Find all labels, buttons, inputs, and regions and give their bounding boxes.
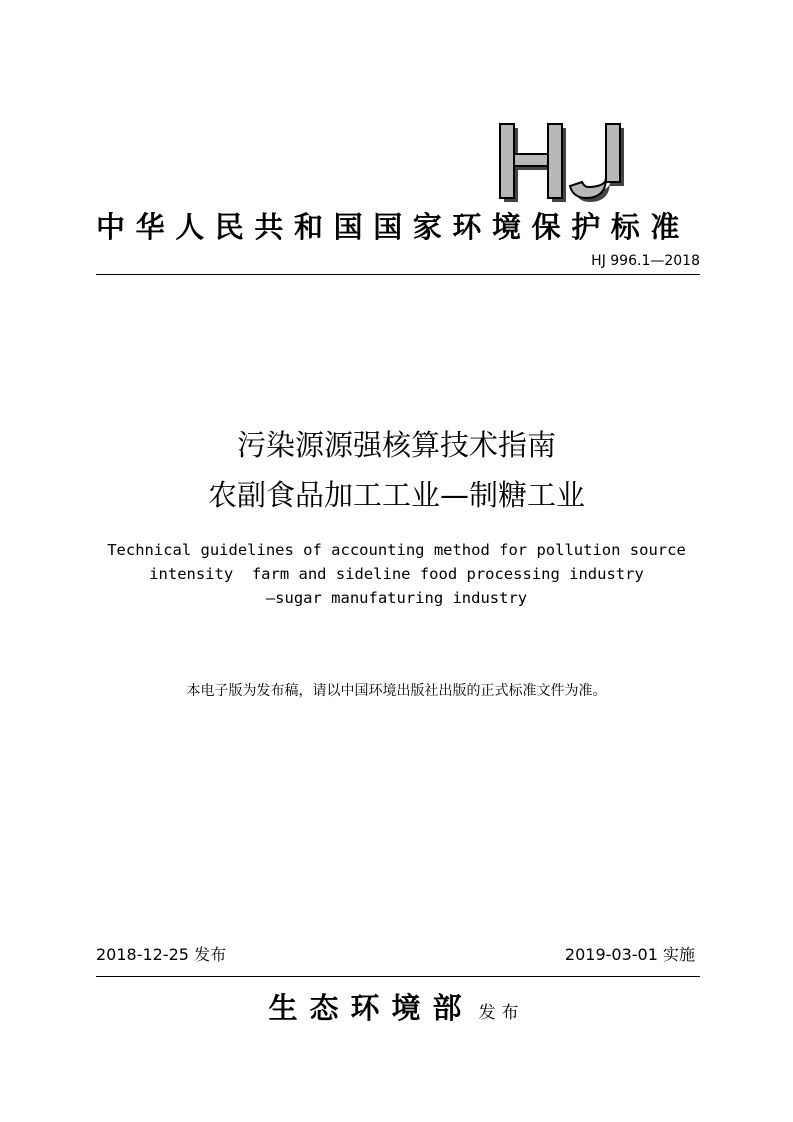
standard-category-title: 中华人民共和国国家环境保护标准: [96, 210, 691, 244]
title-en-line-1: Technical guidelines of accounting method for pollution source: [107, 541, 686, 559]
issuer-line: [0, 986, 793, 1035]
issue-date: 2018-12-25 发布: [96, 945, 227, 964]
standard-number: HJ 996.1—2018: [591, 253, 700, 269]
title-zh-line-2: 农副食品加工工业—制糖工业: [207, 478, 585, 512]
title-zh-line-1: 污染源源强核算技术指南: [236, 428, 556, 462]
title-en-line-2: intensity farm and sideline food processing industry: [149, 565, 644, 583]
header-divider: [96, 274, 700, 275]
hj-logo-graphic: [498, 122, 638, 204]
electronic-version-notice: 本电子版为发布稿，请以中国环境出版社出版的正式标准文件为准。: [186, 683, 607, 699]
hj-logo: [498, 122, 638, 204]
title-en-line-3: —sugar manufaturing industry: [265, 589, 528, 607]
issuer-suffix: 发布: [478, 1003, 525, 1023]
issuer-name: 生态环境部: [268, 991, 474, 1025]
implementation-date: 2019-03-01 实施: [564, 945, 695, 964]
footer-divider: [96, 976, 700, 977]
